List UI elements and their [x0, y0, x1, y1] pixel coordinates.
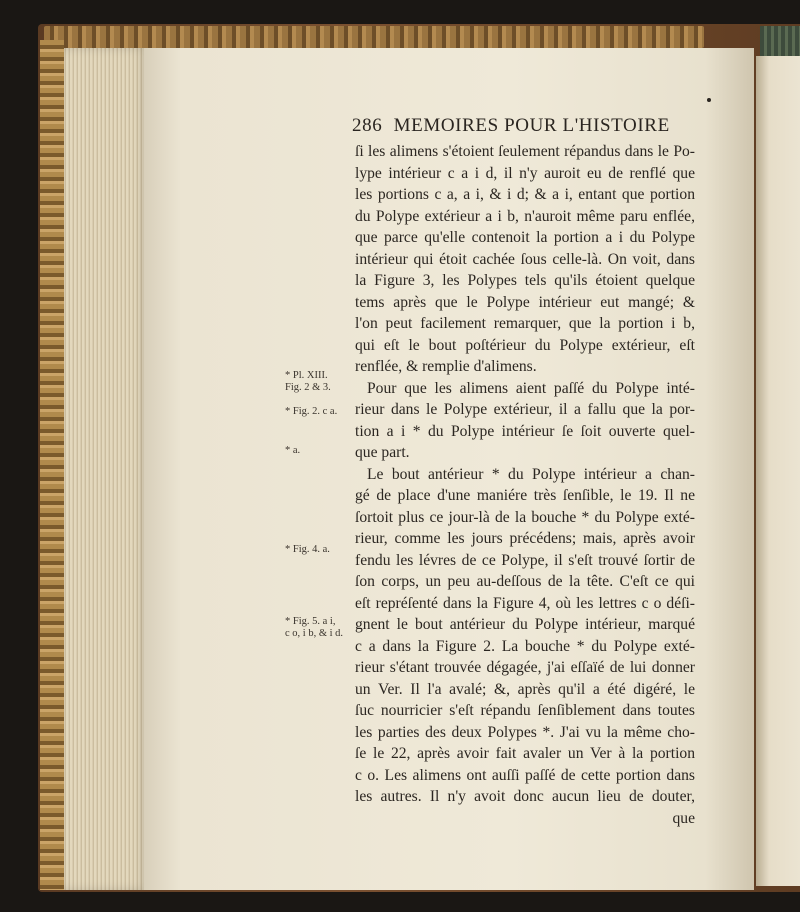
text-line: fendu les lévres de ce Polype, il s'eſt trouvé ſortir de — [355, 551, 695, 569]
text-line: ſon corps, un peu au-deſſous de la tête. C'eſt ce qui — [355, 573, 695, 590]
body-text — [355, 141, 695, 829]
text-line: que parce qu'elle contenoit la portion a i du Polype — [355, 229, 695, 246]
ribbon-marker — [760, 26, 800, 56]
text-line: tems après que le Polype intérieur eut mangé; & — [355, 293, 695, 311]
margin-note — [285, 616, 355, 640]
catchword: que — [672, 809, 695, 827]
text-line: un Ver. Il l'a avalé; &, après qu'il a été digéré, le — [355, 680, 695, 698]
text-line: rieur s'étant trouvée dégagée, j'ai eſſaïé de lui donner — [355, 659, 695, 676]
text-line: rieur, comme les jours précédens; mais, après avoir — [355, 530, 695, 547]
text-line: intérieur qui étoit cachée ſous celle-là. On voit, dans — [355, 250, 695, 268]
page-edges — [64, 48, 148, 890]
text-line: les portions c a, a i, & i d; & a i, entant que portion — [355, 186, 695, 203]
running-header — [352, 115, 682, 137]
page-number: 286 — [352, 115, 383, 136]
ink-dot — [707, 98, 711, 102]
text-line: Pour que les alimens aient paſſé du Polype inté- — [367, 379, 695, 397]
facing-page-edge — [756, 56, 800, 886]
text-line: tion a i * du Polype intérieur ſe ſoit ouverte quel- — [355, 422, 695, 440]
margin-note-line: * Fig. 2. c a. — [285, 406, 338, 417]
margin-note-line: Fig. 2 & 3. — [285, 382, 331, 393]
margin-note-line: * a. — [285, 445, 301, 456]
margin-note-line: * Pl. XIII. — [285, 370, 328, 381]
running-title: MEMOIRES POUR L'HISTOIRE — [393, 115, 670, 136]
margin-note — [285, 370, 355, 394]
text-line: gé de place d'une maniére très ſenſible, le 19. Il ne — [355, 487, 695, 504]
gilt-spine-border — [40, 40, 64, 890]
text-line: les parties des deux Polypes *. J'ai vu la même cho- — [355, 723, 695, 741]
text-line: ſi les alimens s'étoient ſeulement répandus dans le Po- — [355, 143, 695, 160]
text-line: les autres. Il n'y avoit donc aucun lieu de douter, — [355, 788, 695, 805]
text-line: eſt repréſenté dans la Figure 4, où les lettres c o déſi- — [355, 594, 695, 612]
text-line: rieur dans le Polype extérieur, il a fallu que la por- — [355, 401, 695, 418]
text-line: qui eſt le bout poſtérieur du Polype extérieur, eſt — [355, 336, 695, 354]
margin-note-line: * Fig. 5. a i, — [285, 616, 336, 627]
margin-note-line: * Fig. 4. a. — [285, 544, 330, 555]
text-line: du Polype extérieur a i b, n'auroit même paru enflée, — [355, 207, 695, 225]
margin-note — [285, 445, 355, 457]
text-line: que part. — [355, 444, 410, 461]
text-line: Le bout antérieur * du Polype intérieur a chan- — [367, 465, 695, 483]
text-line: lype intérieur c a i d, il n'y auroit eu de renflé que — [355, 164, 695, 182]
text-line: l'on peut facilement remarquer, que la portion i b, — [355, 315, 695, 332]
text-line: gnent le bout antérieur du Polype intérieur, marqué — [355, 616, 695, 633]
text-line: ſuc nourricier s'eſt répandu ſenſiblement dans toutes — [355, 702, 695, 719]
margin-note — [285, 544, 355, 556]
text-line: c a dans la Figure 2. La bouche * du Polype exté- — [355, 637, 695, 655]
text-line: c o. Les alimens ont auſſi paſſé de cette portion dans — [355, 766, 695, 784]
text-line: la Figure 3, les Polypes tels qu'ils étoient quelque — [355, 272, 695, 289]
margin-note — [285, 406, 355, 418]
text-line: renflée, & remplie d'alimens. — [355, 358, 537, 375]
text-line: ſe le 22, après avoir fait avaler un Ver à la portion — [355, 745, 695, 762]
book-headband — [44, 26, 704, 48]
margin-note-line: c o, i b, & i d. — [285, 628, 344, 639]
text-line: ſortoit plus ce jour-là de la bouche * du Polype exté- — [355, 508, 695, 526]
